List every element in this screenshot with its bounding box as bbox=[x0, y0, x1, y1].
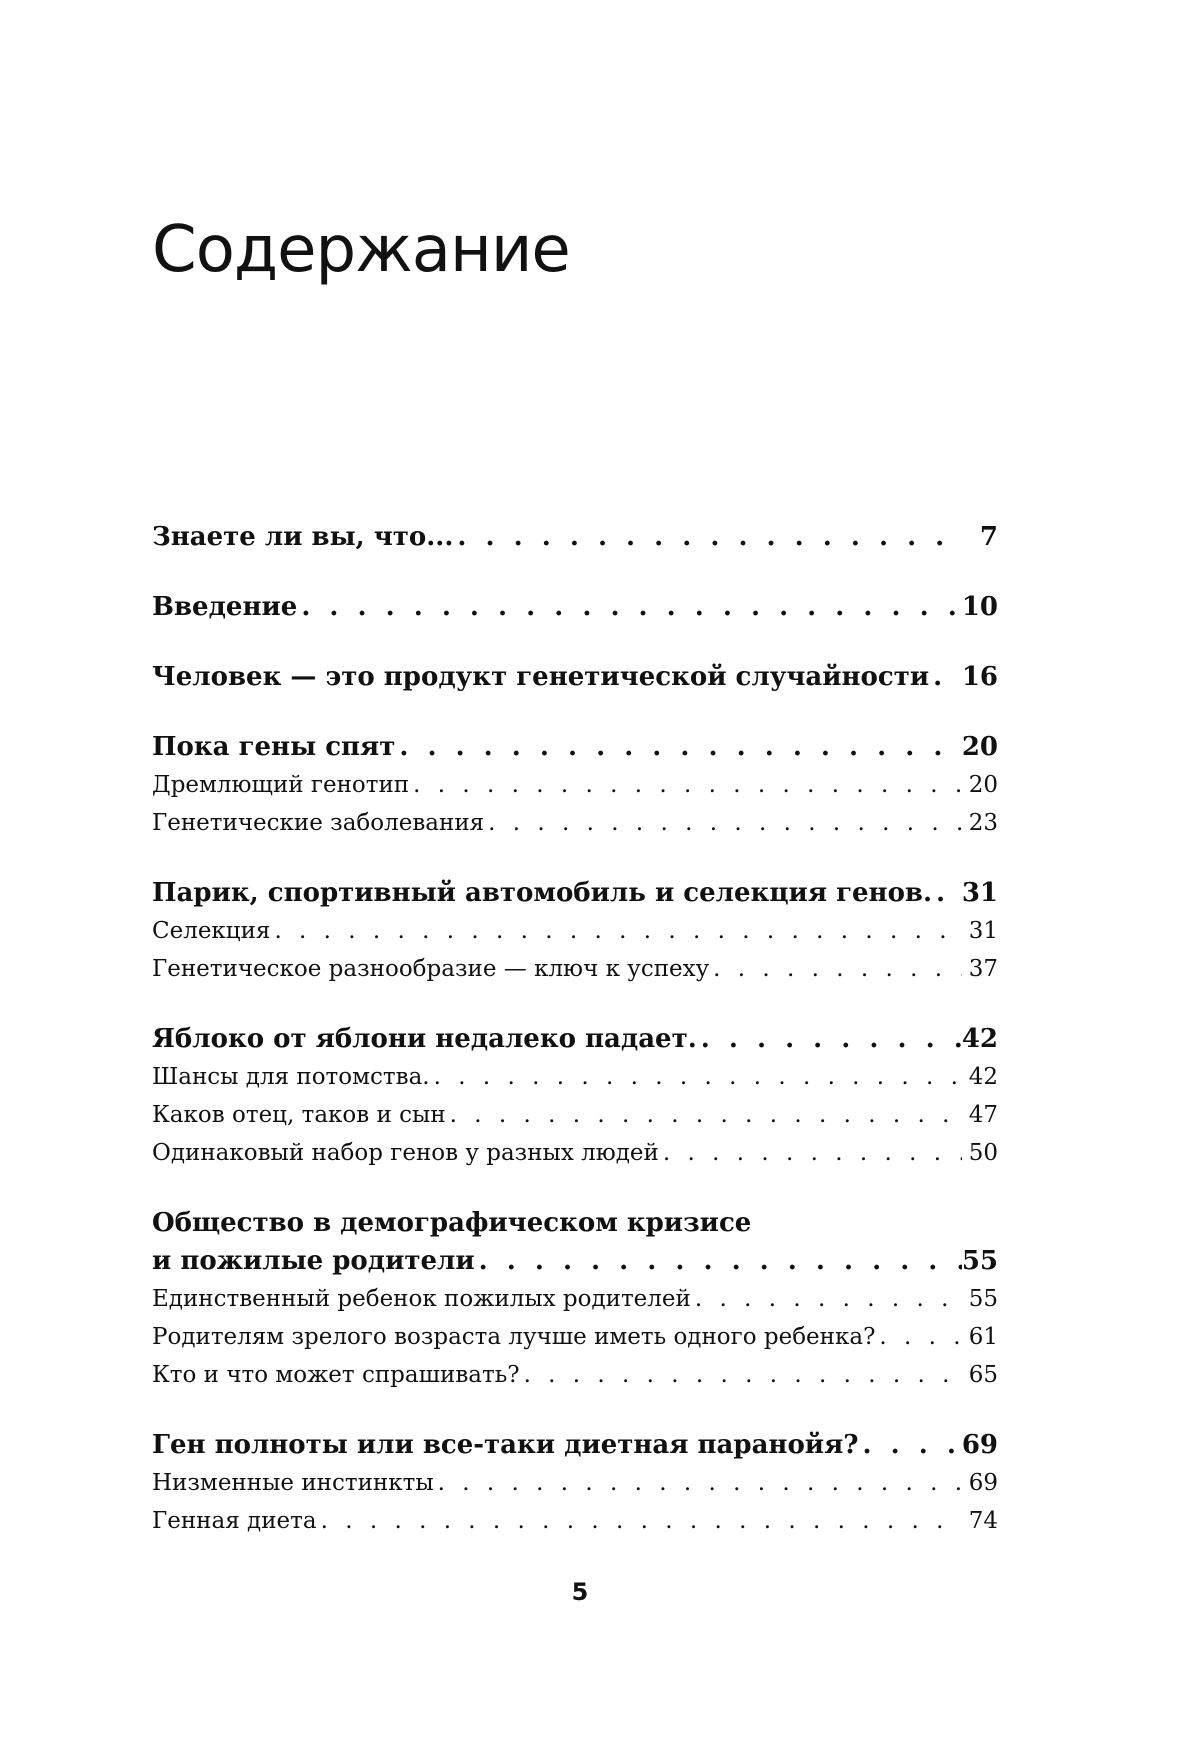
toc-entry[interactable] bbox=[152, 588, 998, 626]
toc-entry-page: 31 bbox=[961, 878, 998, 908]
toc-entry-title: Низменные инстинкты bbox=[152, 1470, 434, 1496]
toc-leader-dots bbox=[709, 950, 962, 988]
toc-entry-title: Дремлющий генотип bbox=[152, 772, 410, 798]
toc-subentry[interactable] bbox=[152, 1280, 998, 1318]
toc-subentry[interactable] bbox=[152, 766, 998, 804]
toc-entry-title: Человек — это продукт генетической случайности bbox=[152, 662, 930, 692]
toc-leader-dots bbox=[434, 1464, 962, 1502]
toc-entry[interactable] bbox=[152, 658, 998, 696]
toc-entry-title: Генетическое разнообразие — ключ к успеху bbox=[152, 956, 710, 982]
toc-subentry[interactable] bbox=[152, 1318, 998, 1356]
toc-entry-page: 50 bbox=[968, 1140, 998, 1166]
toc-entry-page: 23 bbox=[968, 810, 998, 836]
toc-entry-page: 61 bbox=[968, 1324, 998, 1350]
toc-entry-page: 7 bbox=[979, 522, 998, 552]
toc-leader-dots bbox=[453, 518, 962, 556]
toc-entry-page: 10 bbox=[961, 592, 998, 622]
toc-entry-page: 69 bbox=[961, 1430, 998, 1460]
toc-entry-title: Единственный ребенок пожилых родителей bbox=[152, 1286, 691, 1312]
toc-leader-dots bbox=[520, 1356, 962, 1394]
toc-leader-dots bbox=[659, 1134, 962, 1172]
toc-entry-page: 16 bbox=[961, 662, 998, 692]
toc-leader-dots bbox=[317, 1502, 962, 1540]
toc-entry-title: Генетические заболевания bbox=[152, 810, 485, 836]
toc-leader-dots bbox=[270, 912, 962, 950]
toc-entry[interactable] bbox=[152, 728, 998, 766]
toc-subentry[interactable] bbox=[152, 1058, 998, 1096]
toc-leader-dots bbox=[697, 1020, 962, 1058]
toc-leader-dots bbox=[475, 1242, 962, 1280]
toc-entry-page: 69 bbox=[968, 1470, 998, 1496]
toc-entry-page: 74 bbox=[968, 1508, 998, 1534]
toc-entry-title: Ген полноты или все-таки диетная паранойя? bbox=[152, 1430, 859, 1460]
toc-entry-page: 20 bbox=[961, 732, 998, 762]
toc-entry-page: 55 bbox=[961, 1246, 998, 1276]
toc-entry-title-first-line: Общество в демографическом кризисе bbox=[152, 1208, 752, 1238]
toc-entry[interactable] bbox=[152, 1426, 998, 1464]
toc-subentry[interactable] bbox=[152, 1096, 998, 1134]
toc-entry-page: 37 bbox=[968, 956, 998, 982]
page-number: 5 bbox=[571, 1578, 589, 1606]
toc-leader-dots bbox=[395, 728, 961, 766]
toc-leader-dots bbox=[409, 766, 962, 804]
toc-entry-page: 42 bbox=[961, 1024, 998, 1054]
toc-leader-dots bbox=[297, 588, 962, 626]
toc-subentry[interactable] bbox=[152, 1356, 998, 1394]
toc-entry-title: Родителям зрелого возраста лучше иметь одного ребенка? bbox=[152, 1324, 876, 1350]
toc-subentry[interactable] bbox=[152, 1502, 998, 1540]
toc-entry-title: Генная диета bbox=[152, 1508, 317, 1534]
toc-subentry[interactable] bbox=[152, 912, 998, 950]
toc-leader-dots bbox=[446, 1096, 962, 1134]
toc-subentry[interactable] bbox=[152, 1464, 998, 1502]
toc-entry-page: 65 bbox=[968, 1362, 998, 1388]
toc-entry[interactable] bbox=[152, 518, 998, 556]
page-title: Содержание bbox=[152, 213, 570, 287]
toc-leader-dots bbox=[691, 1280, 962, 1318]
toc-entry-title: Введение bbox=[152, 592, 298, 622]
toc-entry-title: Парик, спортивный автомобиль и селекция генов. bbox=[152, 878, 933, 908]
toc-entry-title: Одинаковый набор генов у разных людей bbox=[152, 1140, 659, 1166]
toc-entry-page: 42 bbox=[968, 1064, 998, 1090]
toc-leader-dots bbox=[875, 1318, 962, 1356]
toc-entry[interactable] bbox=[152, 874, 998, 912]
toc-entry-title: Селекция bbox=[152, 918, 271, 944]
toc-leader-dots bbox=[430, 1058, 962, 1096]
toc-entry-page: 55 bbox=[968, 1286, 998, 1312]
toc-entry-page: 47 bbox=[968, 1102, 998, 1128]
toc-entry-title: Пока гены спят bbox=[152, 732, 396, 762]
toc-entry[interactable] bbox=[152, 1242, 998, 1280]
toc-entry-title: Каков отец, таков и сын bbox=[152, 1102, 446, 1128]
toc-entry-title: и пожилые родители bbox=[152, 1246, 475, 1276]
toc-leader-dots bbox=[484, 804, 962, 842]
toc-entry[interactable] bbox=[152, 1020, 998, 1058]
toc-entry-page: 31 bbox=[968, 918, 998, 944]
table-of-contents bbox=[152, 518, 998, 1540]
toc-entry-title: Шансы для потомства. bbox=[152, 1064, 430, 1090]
toc-entry-page: 20 bbox=[968, 772, 998, 798]
toc-subentry[interactable] bbox=[152, 804, 998, 842]
toc-entry-title: Кто и что может спрашивать? bbox=[152, 1362, 520, 1388]
toc-leader-dots bbox=[859, 1426, 962, 1464]
toc-subentry[interactable] bbox=[152, 950, 998, 988]
toc-leader-dots bbox=[932, 874, 962, 912]
toc-entry-title: Знаете ли вы, что... bbox=[152, 522, 454, 552]
toc-subentry[interactable] bbox=[152, 1134, 998, 1172]
toc-leader-dots bbox=[929, 658, 962, 696]
toc-entry-title: Яблоко от яблони недалеко падает. bbox=[152, 1024, 697, 1054]
